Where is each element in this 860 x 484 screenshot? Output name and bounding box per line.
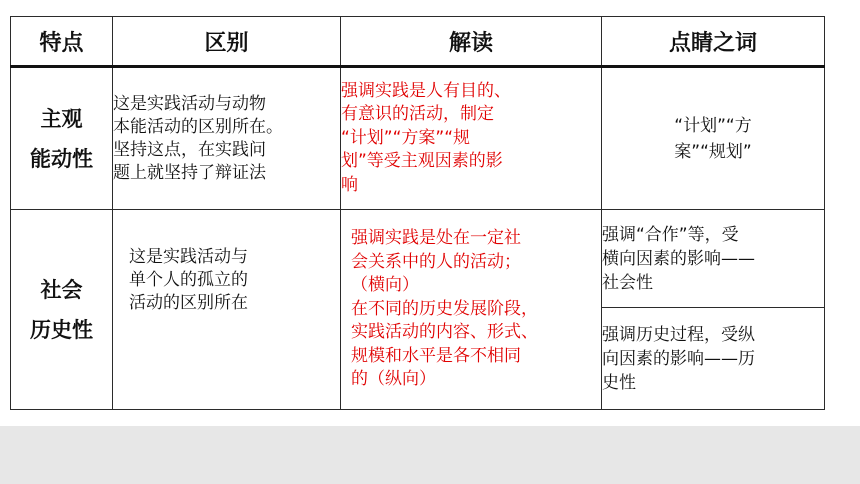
text-line: 单个人的孤立的	[129, 270, 248, 290]
footer-band	[0, 426, 860, 484]
text-line: 的（纵向）	[351, 369, 436, 390]
text-line: 划”等受主观因素的影	[341, 151, 503, 172]
difference-subjective	[113, 67, 341, 210]
feature-social	[11, 210, 113, 410]
table-row-subjective	[11, 67, 825, 210]
header-feature: 特点	[11, 17, 113, 67]
text-line: （横向）	[351, 275, 419, 296]
text-line: 史性	[602, 372, 636, 393]
text-line: 规模和水平是各不相同	[351, 345, 521, 366]
feature-subjective	[11, 67, 113, 210]
header-interpretation: 解读	[341, 17, 602, 67]
keywords-social-vertical	[602, 308, 825, 410]
text-line: 向因素的影响——历	[602, 348, 755, 369]
header-difference: 区别	[113, 17, 341, 67]
text-line: 这是实践活动与动物	[113, 93, 266, 114]
text-line: 案”“规划”	[674, 141, 752, 162]
text-line: 本能活动的区别所在。	[113, 116, 283, 137]
text-line: 有意识的活动，制定	[341, 104, 494, 125]
interpretation-subjective	[341, 67, 602, 210]
keywords-social-horizontal	[602, 210, 825, 308]
text-line: 题上就坚持了辩证法	[113, 162, 266, 183]
text-line: 坚持这点，在实践问	[113, 139, 266, 160]
header-row	[11, 17, 825, 67]
text-line: 在不同的历史发展阶段，	[351, 298, 538, 319]
comparison-table	[10, 16, 825, 410]
feature-line: 历史性	[30, 317, 93, 342]
text-line: 响	[341, 174, 358, 195]
text-line: 强调实践是人有目的、	[341, 80, 511, 101]
text-line: 会关系中的人的活动；	[351, 251, 521, 272]
text-line: “计划”“方案”“规	[341, 127, 471, 148]
feature-line: 社会	[40, 277, 83, 302]
difference-social	[113, 210, 341, 410]
feature-line: 能动性	[30, 146, 93, 171]
header-keywords: 点睛之词	[602, 17, 825, 67]
table-row-social-a	[11, 210, 825, 308]
text-line: “计划”“方	[674, 115, 752, 136]
text-line: 这是实践活动与	[129, 247, 248, 267]
feature-line: 主观	[40, 106, 83, 131]
keywords-subjective	[602, 67, 825, 210]
text-line: 强调实践是处在一定社	[351, 228, 521, 249]
text-line: 活动的区别所在	[129, 293, 248, 313]
text-line: 强调历史过程，受纵	[602, 324, 755, 345]
text-line: 强调“合作”等，受	[602, 224, 739, 245]
interpretation-social	[341, 210, 602, 410]
text-line: 横向因素的影响——	[602, 248, 755, 269]
text-line: 社会性	[602, 272, 653, 293]
text-line: 实践活动的内容、形式、	[351, 322, 538, 343]
